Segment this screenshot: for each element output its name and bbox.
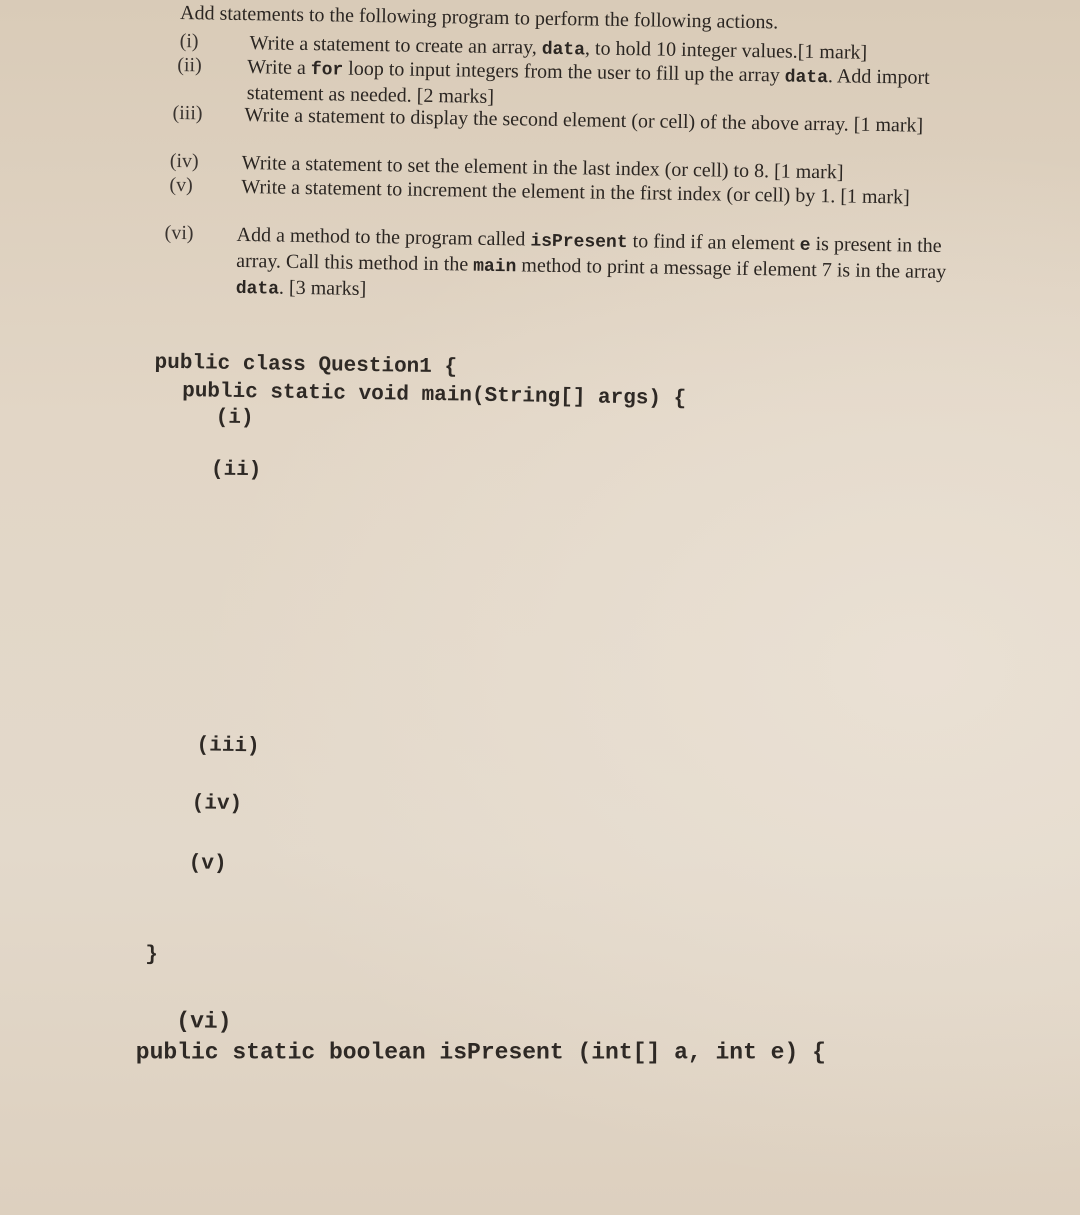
answer-marker-i: (i) bbox=[215, 406, 254, 431]
text-segment: . Add import statement as needed. [2 marks] bbox=[246, 65, 930, 108]
item-number-i: (i) bbox=[179, 29, 199, 53]
text-segment: , to hold 10 integer values.[1 mark] bbox=[584, 37, 868, 64]
answer-marker-iv: (iv) bbox=[191, 792, 243, 817]
item-number-iv: (iv) bbox=[169, 149, 199, 173]
text-segment: is present in the array. Call this method in the bbox=[236, 232, 942, 276]
text-segment: loop to input integers from the user to fill up the array bbox=[343, 57, 785, 87]
closing-brace: } bbox=[145, 943, 159, 967]
answer-marker-vi: (vi) bbox=[176, 1008, 232, 1035]
code-word-e: e bbox=[799, 235, 811, 256]
item-text-vi bbox=[236, 223, 977, 313]
text-segment: Write a bbox=[247, 56, 312, 80]
answer-marker-iii: (iii) bbox=[196, 734, 260, 759]
text-segment: Write a statement to increment the element in the first index (or cell) by 1. [1 mark] bbox=[241, 175, 910, 209]
text-segment: Add a method to the program called bbox=[236, 223, 531, 251]
code-word-ispresent: isPresent bbox=[530, 231, 628, 254]
main-declaration: public static void main(String[] args) { bbox=[181, 380, 687, 411]
item-number-v: (v) bbox=[169, 173, 193, 197]
method-declaration: public static boolean isPresent (int[] a, int e) { bbox=[135, 1039, 826, 1066]
text-segment: Write a statement to create an array, bbox=[249, 32, 542, 59]
code-word-data: data bbox=[541, 39, 586, 61]
text-segment: . [3 marks] bbox=[278, 276, 367, 300]
text-segment: method to print a message if element 7 is in the array bbox=[516, 254, 947, 284]
answer-marker-v: (v) bbox=[188, 852, 227, 876]
code-word-for: for bbox=[310, 60, 344, 81]
instructions-intro: Add statements to the following program to perform the following actions. bbox=[179, 2, 779, 34]
text-segment: to find if an element bbox=[627, 230, 800, 255]
text-segment: Write a statement to set the element in the last index (or cell) to 8. [1 mark] bbox=[241, 151, 844, 184]
item-number-iii: (iii) bbox=[172, 101, 203, 125]
code-word-data: data bbox=[235, 278, 280, 300]
text-segment: Write a statement to display the second element (or cell) of the above array. [1 mark] bbox=[244, 104, 924, 137]
item-number-vi: (vi) bbox=[164, 221, 194, 245]
code-word-main: main bbox=[472, 256, 517, 278]
item-number-ii: (ii) bbox=[177, 53, 202, 77]
class-declaration: public class Question1 { bbox=[154, 351, 458, 380]
answer-marker-ii: (ii) bbox=[210, 458, 262, 483]
code-word-data: data bbox=[784, 67, 829, 89]
